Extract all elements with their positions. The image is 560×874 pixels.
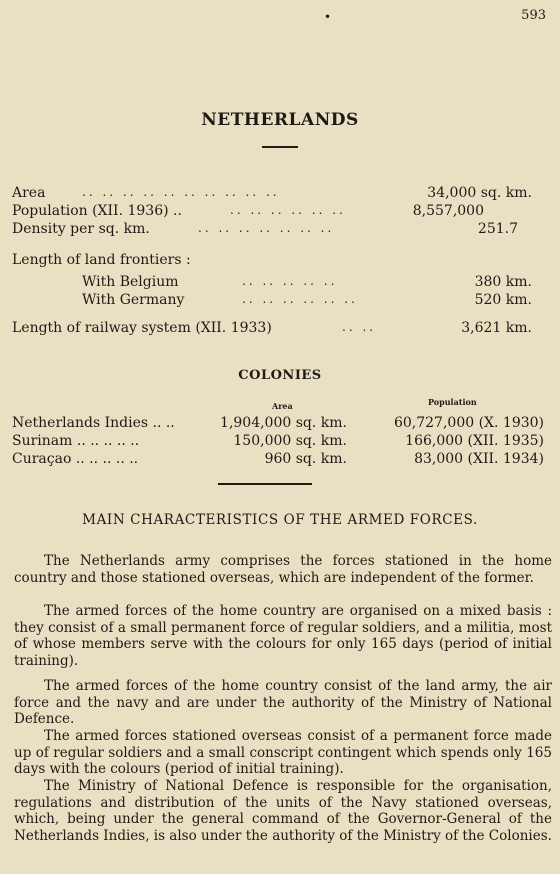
stat-label: Area bbox=[12, 185, 46, 201]
stat-value: 251.7 bbox=[477, 221, 518, 237]
frontier-germany bbox=[12, 292, 532, 310]
stat-label: Population (XII. 1936) .. bbox=[12, 203, 182, 219]
colony-name: Netherlands Indies .. .. bbox=[12, 415, 175, 431]
stat-value: 8,557,000 bbox=[412, 203, 484, 219]
colony-row bbox=[12, 433, 544, 451]
leader-dots: .. .. bbox=[342, 320, 377, 334]
frontiers-heading-text: Length of land frontiers : bbox=[12, 252, 191, 268]
stat-population bbox=[12, 203, 532, 221]
stat-area bbox=[12, 185, 532, 203]
colony-row bbox=[12, 415, 544, 433]
railway-row bbox=[12, 320, 532, 338]
colony-area: 960 sq. km. bbox=[264, 451, 347, 467]
paragraph: The armed forces stationed overseas consist of a permanent force made up of regular soldiers and a small conscript contingent which spends only 165 days with the colours (period of initial training). bbox=[14, 728, 552, 778]
stat-value: 34,000 sq. km. bbox=[427, 185, 532, 201]
colony-row bbox=[12, 451, 544, 469]
frontiers-heading bbox=[12, 252, 532, 270]
page-title: NETHERLANDS bbox=[201, 110, 359, 130]
leader-dots: .. .. .. .. .. .. bbox=[230, 203, 346, 217]
title-rule bbox=[262, 146, 298, 148]
population-column-header: Population bbox=[428, 397, 477, 407]
paragraph: The Ministry of National Defence is responsible for the organisation, regulations and distribution of the units of the Navy stationed overseas, which, being under the general command of the Governor-General of the Netherlands Indies, is also under the authority of the Ministry of the Colonies. bbox=[14, 778, 552, 844]
railway-value: 3,621 km. bbox=[461, 320, 532, 336]
stray-mark: • bbox=[324, 10, 332, 24]
frontier-belgium bbox=[12, 274, 532, 292]
area-column-header: Area bbox=[272, 401, 293, 411]
paragraph: The armed forces of the home country are organised on a mixed basis : they consist of a small permanent force of regular soldiers, and a militia, most of whose members serve with the colours for only 165 days (period of initial training). bbox=[14, 603, 552, 669]
colonies-heading: COLONIES bbox=[238, 368, 322, 383]
colony-population: 166,000 (XII. 1935) bbox=[405, 433, 544, 449]
leader-dots: .. .. .. .. .. bbox=[242, 274, 338, 288]
colony-population: 83,000 (XII. 1934) bbox=[414, 451, 544, 467]
frontier-label: With Belgium bbox=[82, 274, 179, 290]
colony-name: Curaçao .. .. .. .. .. bbox=[12, 451, 139, 467]
stat-density bbox=[12, 221, 532, 239]
paragraph: The Netherlands army comprises the forces stationed in the home country and those stationed overseas, which are independent of the former. bbox=[14, 553, 552, 586]
leader-dots: .. .. .. .. .. .. bbox=[242, 292, 358, 306]
frontier-value: 380 km. bbox=[474, 274, 532, 290]
section-heading: MAIN CHARACTERISTICS OF THE ARMED FORCES. bbox=[82, 512, 478, 528]
railway-label: Length of railway system (XII. 1933) bbox=[12, 320, 272, 336]
colonies-rule bbox=[218, 483, 312, 485]
frontier-value: 520 km. bbox=[474, 292, 532, 308]
leader-dots: .. .. .. .. .. .. .. bbox=[198, 221, 335, 235]
colony-area: 1,904,000 sq. km. bbox=[220, 415, 347, 431]
page-number: 593 bbox=[521, 8, 546, 23]
colony-name: Surinam .. .. .. .. .. bbox=[12, 433, 140, 449]
frontier-label: With Germany bbox=[82, 292, 185, 308]
leader-dots: .. .. .. .. .. .. .. .. .. .. bbox=[82, 185, 280, 199]
paragraph: The armed forces of the home country consist of the land army, the air force and the navy and are under the authority of the Ministry of National Defence. bbox=[14, 678, 552, 728]
stat-label: Density per sq. km. bbox=[12, 221, 150, 237]
colony-population: 60,727,000 (X. 1930) bbox=[393, 415, 544, 431]
colony-area: 150,000 sq. km. bbox=[233, 433, 347, 449]
